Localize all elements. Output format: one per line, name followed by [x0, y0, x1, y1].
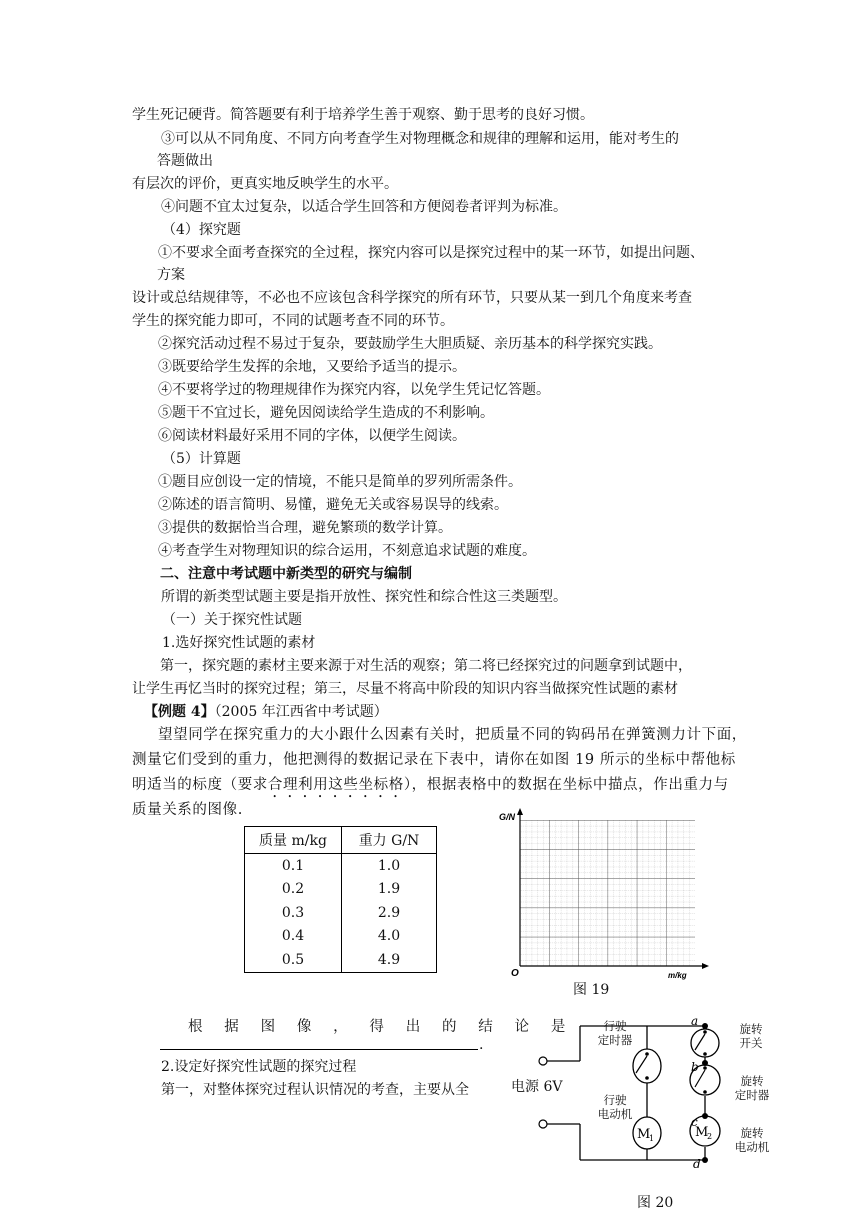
terminal-positive [539, 1057, 547, 1065]
prompt-char: 结 [478, 1019, 494, 1035]
drive-motor-label [595, 1093, 635, 1121]
y-axis-arrow [517, 808, 523, 815]
q-part: ），根据表格中的数据在坐标中描点，作出重力与 [403, 777, 729, 793]
origin-label: O [511, 968, 519, 979]
text-line: ①题目应创设一定的情境，不能只是简单的罗列所需条件。 [158, 474, 522, 490]
label-line: 定时器 [734, 1088, 770, 1102]
text-line: 1.选好探究性试题的素材 [162, 635, 316, 651]
prompt-char: 出 [405, 1019, 421, 1035]
major-grid [520, 820, 695, 966]
text-line: 有层次的评价，更真实地反映学生的水平。 [132, 176, 398, 192]
m2-label: M [695, 1125, 709, 1140]
question-line: 质量关系的图像. [132, 802, 243, 818]
prompt-char: 图 [260, 1019, 276, 1035]
text-line: ④不要将学过的物理规律作为探究内容，以免学生凭记忆答题。 [158, 382, 550, 398]
label-line: 旋转 [740, 1074, 764, 1088]
table-cell: 1.9 [342, 878, 437, 902]
example-heading [144, 703, 388, 721]
label-line: 电动机 [734, 1140, 770, 1154]
section-heading: 二、注意中考试题中新类型的研究与编制 [160, 566, 412, 582]
y-axis-label: G/N [499, 812, 516, 822]
label-line: 旋转 [739, 1022, 763, 1036]
text-line: （5）计算题 [162, 451, 241, 467]
figure-20-caption: 图 20 [637, 1195, 674, 1211]
example-label: 【例题 4】 [144, 704, 215, 720]
rotate-switch-label [731, 1022, 771, 1050]
point-c: c [691, 1115, 698, 1129]
text-line: （一）关于探究性试题 [162, 612, 302, 628]
table-header: 质量 m/kg [245, 827, 342, 854]
rotate-timer-label [728, 1074, 776, 1102]
prompt-char: 是 [550, 1019, 566, 1035]
text-line: ④考查学生对物理知识的综合运用，不刻意追求试题的难度。 [158, 543, 536, 559]
m1-label: M [637, 1127, 651, 1142]
text-line: 第一，对整体探究过程认识情况的考查，主要从全 [161, 1082, 469, 1098]
figure-19-caption: 图 19 [573, 982, 610, 998]
x-axis-label: m/kg [668, 971, 687, 980]
drive-timer-label [595, 1019, 635, 1047]
text-line: 第一，探究题的素材主要来源于对生活的观察；第二将已经探究过的问题拿到试题中， [160, 658, 692, 674]
figure-19-grid [490, 808, 710, 984]
text-line: ③提供的数据恰当合理，避免繁琐的数学计算。 [158, 520, 452, 536]
question-line [132, 776, 729, 801]
label-line: 行驶 [603, 1093, 627, 1107]
label-line: 电动机 [597, 1107, 633, 1121]
table-cell: 0.5 [245, 948, 342, 972]
table-cell: 0.4 [245, 925, 342, 949]
prompt-char: 据 [224, 1019, 240, 1035]
question-line: 测量它们受到的重力，他把测得的数据记录在下表中，请你在如图 19 所示的坐标中帮他标 [132, 752, 736, 768]
text-line: ②探究活动过程不易过于复杂，要鼓励学生大胆质疑、亲历基本的科学探究实践。 [158, 336, 662, 352]
prompt-char: 像 [296, 1019, 312, 1035]
table-cell: 2.9 [342, 901, 437, 925]
rotate-motor-label [728, 1126, 776, 1154]
table-cell: 0.2 [245, 878, 342, 902]
label-line: 定时器 [597, 1033, 633, 1047]
text-line: ⑥阅读材料最好采用不同的字体，以便学生阅读。 [158, 428, 466, 444]
prompt-char: ， [333, 1019, 349, 1035]
point-d: d [693, 1157, 701, 1171]
text-line: ③既要给学生发挥的余地，又要给予适当的提示。 [158, 359, 466, 375]
prompt-char: 论 [514, 1019, 530, 1035]
prompt-char: 的 [441, 1019, 458, 1035]
text-line: 方案 [157, 267, 185, 283]
question-line: 望望同学在探究重力的大小跟什么因素有关时，把质量不同的钩码吊在弹簧测力计下面， [158, 727, 747, 743]
table-header: 重力 G/N [342, 827, 437, 854]
power-source-label: 电源 6V [511, 1079, 563, 1095]
terminal-negative [539, 1120, 547, 1128]
q-emphasis: 合理利用这些坐标格 [267, 777, 404, 793]
table-cell: 1.0 [342, 854, 437, 878]
text-line: 所谓的新类型试题主要是指开放性、探究性和综合性这三类题型。 [161, 589, 567, 605]
prompt-char: 得 [369, 1019, 385, 1035]
text-line: 让学生再忆当时的探究过程；第三，尽量不将高中阶段的知识内容当做探究性试题的素材 [132, 681, 678, 697]
drive-timer-switch [633, 1049, 661, 1083]
text-line: 设计或总结规律等，不必也不应该包含科学探究的所有环节，只要从某一到几个角度来考查 [132, 290, 692, 306]
prompt-char: 根 [188, 1019, 204, 1035]
period: . [479, 1037, 484, 1053]
table-cell: 4.0 [342, 925, 437, 949]
example-source: （2005 年江西省中考试题） [214, 704, 388, 720]
text-line: ④问题不宜太过复杂，以适合学生回答和方便阅卷者评判为标准。 [161, 199, 567, 215]
subsection-heading: 2.设定好探究性试题的探究过程 [161, 1059, 357, 1075]
m1-subscript: 1 [649, 1134, 655, 1143]
data-table [244, 826, 437, 973]
label-line: 开关 [739, 1036, 763, 1050]
q-part: 明适当的标度（要求 [132, 777, 268, 793]
text-line: 学生的探究能力即可，不同的试题考查不同的环节。 [132, 313, 454, 329]
table-cell: 4.9 [342, 948, 437, 972]
text-line: 答题做出 [157, 153, 213, 169]
table-cell: 0.1 [245, 854, 342, 878]
table-cell: 0.3 [245, 901, 342, 925]
text-line: （4）探究题 [162, 222, 241, 238]
x-axis-arrow [702, 963, 709, 969]
drive-motor-m1 [633, 1117, 661, 1149]
m2-subscript: 2 [707, 1132, 713, 1141]
text-line: ⑤题干不宜过长，避免因阅读给学生造成的不利影响。 [158, 405, 494, 421]
text-line: ③可以从不同角度、不同方向考查学生对物理概念和规律的理解和运用，能对考生的 [161, 131, 679, 147]
point-a: a [691, 1014, 699, 1028]
text-line: 学生死记硬背。简答题要有利于培养学生善于观察、勤于思考的良好习惯。 [132, 107, 594, 123]
rotate-switch [691, 1023, 719, 1057]
text-line: ①不要求全面考查探究的全过程，探究内容可以是探究过程中的某一环节，如提出问题、 [158, 245, 704, 261]
label-line: 行驶 [603, 1019, 627, 1033]
text-line: ②陈述的语言简明、易懂，避免无关或容易误导的线索。 [158, 497, 508, 513]
point-b: b [691, 1060, 699, 1074]
answer-blank[interactable] [160, 1049, 478, 1050]
label-line: 旋转 [740, 1126, 764, 1140]
